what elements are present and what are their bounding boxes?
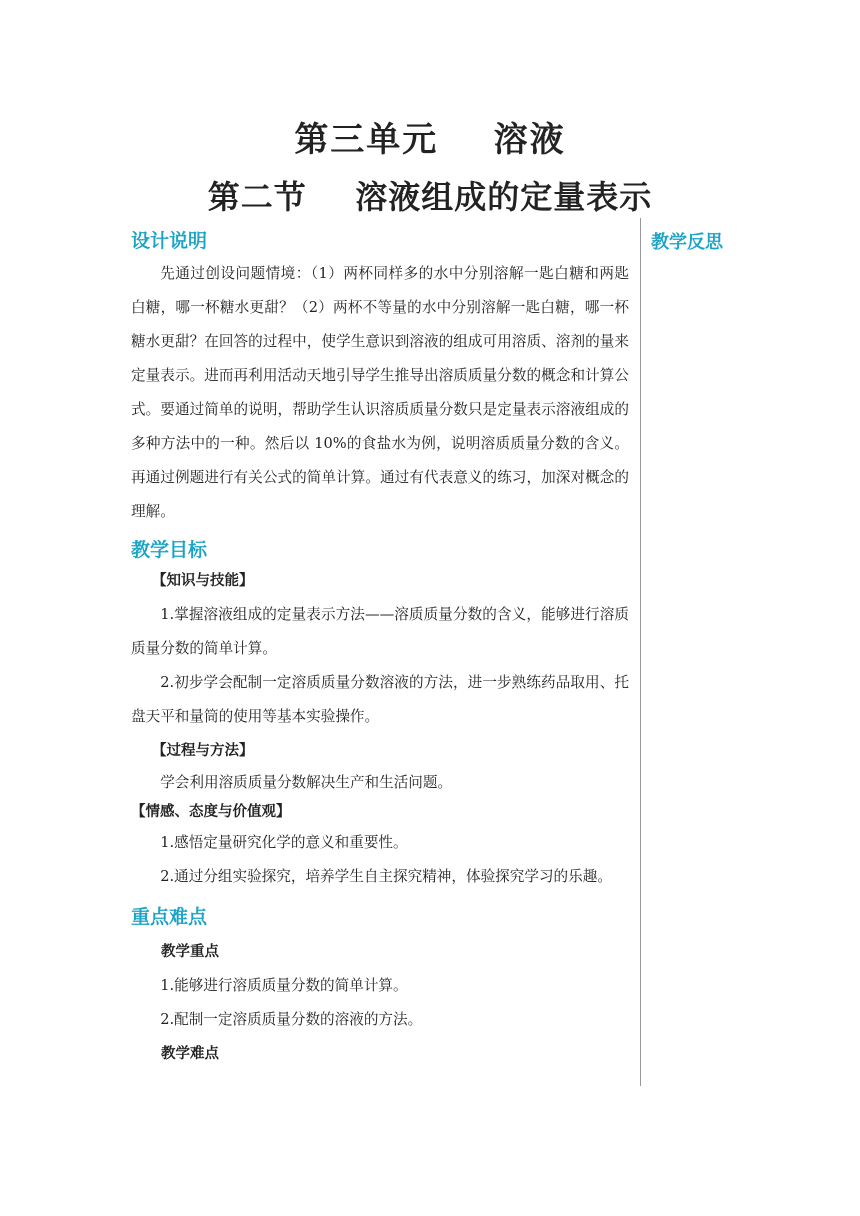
difficulty-label: 教学难点 bbox=[161, 1046, 219, 1062]
design-heading: 设计说明 bbox=[131, 230, 208, 252]
objectives-heading: 教学目标 bbox=[131, 539, 208, 561]
process-label: 【过程与方法】 bbox=[152, 743, 254, 759]
section-title: 第二节 溶液组成的定量表示 bbox=[207, 178, 653, 216]
focus-label: 教学重点 bbox=[161, 944, 219, 960]
attitude-item-1: 1.感悟定量研究化学的意义和重要性。 bbox=[160, 834, 408, 851]
attitude-label: 【情感、态度与价值观】 bbox=[131, 804, 291, 820]
reflection-heading: 教学反思 bbox=[651, 232, 723, 253]
keypoints-heading: 重点难点 bbox=[131, 906, 208, 928]
main-column bbox=[131, 226, 629, 1071]
focus-item-2: 2.配制一定溶质质量分数的溶液的方法。 bbox=[160, 1011, 423, 1028]
knowledge-item-2: 2.初步学会配制一定溶质质量分数溶液的方法，进一步熟练药品取用、托盘天平和量筒的使用等基本实验操作。 bbox=[131, 674, 629, 725]
attitude-item-2: 2.通过分组实验探究，培养学生自主探究精神，体验探究学习的乐趣。 bbox=[160, 868, 612, 885]
design-body: 先通过创设问题情境：（1）两杯同样多的水中分别溶解一匙白糖和两匙白糖，哪一杯糖水更甜？（2）两杯不等量的水中分别溶解一匙白糖，哪一杯糖水更甜？在回答的过程中，使学生意识到溶液的组成可用溶质、溶剂的量来定量表示。进而再利用活动天地引导学生推导出溶质质量分数的概念和计算公式。要通过简单的说明，帮助学生认识溶质质量分数只是定量表示溶液组成的多种方法中的一种。然后以 10%的食盐水为例，说明溶质质量分数的含义。再通过例题进行有关公式的简单计算。通过有代表意义的练习，加深对概念的理解。 bbox=[131, 265, 629, 520]
column-divider bbox=[640, 218, 641, 1086]
process-item-1: 学会利用溶质质量分数解决生产和生活问题。 bbox=[160, 774, 453, 791]
knowledge-label: 【知识与技能】 bbox=[152, 573, 254, 589]
focus-item-1: 1.能够进行溶质质量分数的简单计算。 bbox=[160, 977, 408, 994]
knowledge-item-1: 1.掌握溶液组成的定量表示方法——溶质质量分数的含义，能够进行溶质质量分数的简单计算。 bbox=[131, 606, 629, 657]
unit-title: 第三单元 溶液 bbox=[294, 120, 566, 160]
